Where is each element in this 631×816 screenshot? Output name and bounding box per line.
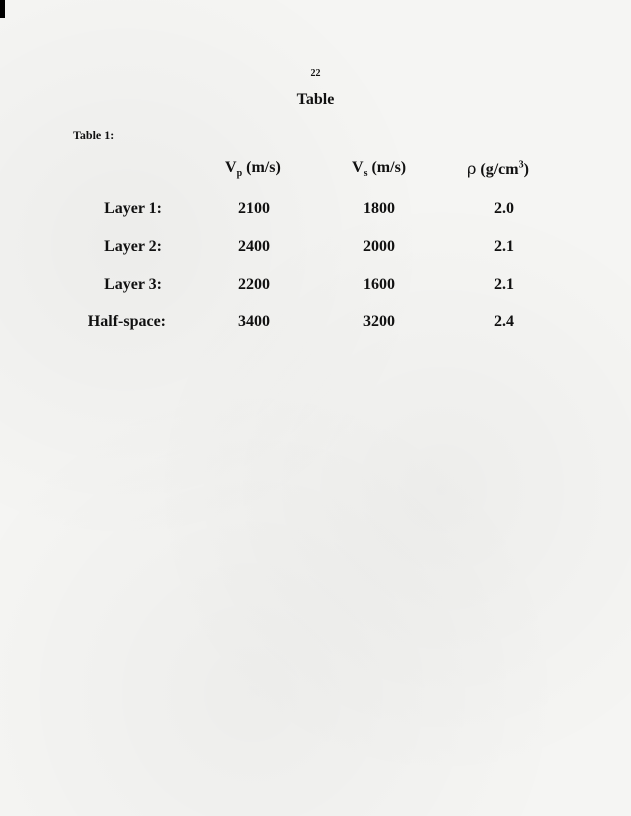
row-label-layer-3: Layer 3: (104, 276, 162, 293)
cell-layer-2-vp: 2400 (238, 238, 270, 255)
scan-corner-mark (0, 0, 5, 18)
column-header-vs: $V_s$ (m/s) (352, 159, 407, 180)
row-label-half-space: Half-space: (87, 313, 166, 330)
cell-layer-1-density: 2.0 (494, 200, 514, 217)
row-label-layer-1: Layer 1: (104, 200, 162, 217)
cell-layer-1-vp: 2100 (238, 200, 270, 217)
table-caption: Table 1: (73, 128, 115, 142)
cell-layer-3-density: 2.1 (494, 276, 514, 293)
cell-half-space-vp: 3400 (238, 313, 270, 330)
cell-half-space-density: 2.4 (494, 313, 514, 330)
column-header-density: ρ $(g/cm^3)$ (467, 159, 529, 178)
row-label-layer-2: Layer 2: (104, 238, 162, 255)
page-number: 22 (310, 68, 321, 79)
cell-layer-3-vp: 2200 (238, 276, 270, 293)
page-heading: Table (296, 91, 335, 108)
column-header-vp: $V_p$ (m/s) (225, 159, 281, 180)
cell-layer-3-vs: 1600 (363, 276, 395, 293)
cell-layer-2-density: 2.1 (494, 238, 514, 255)
cell-layer-1-vs: 1800 (363, 200, 395, 217)
cell-half-space-vs: 3200 (363, 313, 395, 330)
cell-layer-2-vs: 2000 (363, 238, 395, 255)
